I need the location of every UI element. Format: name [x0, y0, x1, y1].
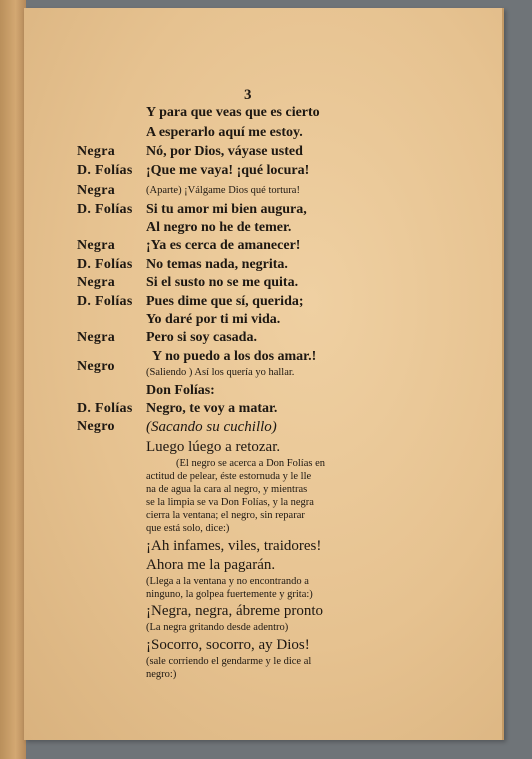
verse-line: Luego lúego a retozar. — [146, 439, 281, 455]
verse-line: Si tu amor mi bien augura, — [146, 202, 307, 217]
speaker-label: Negra — [77, 275, 116, 290]
speaker-label: Negro — [77, 419, 115, 434]
stage-direction: na de agua la cara al negro, y mientras — [146, 484, 308, 495]
stage-direction: (Saliendo ) Así los quería yo hallar. — [146, 367, 295, 378]
verse-line: Si el susto no se me quita. — [146, 275, 299, 290]
verse-line: ¡Socorro, socorro, ay Dios! — [146, 637, 310, 653]
verse-line: A esperarlo aquí me estoy. — [146, 125, 303, 140]
verse-line: ¡Ya es cerca de amanecer! — [146, 238, 301, 253]
verse-line: ¡Que me vaya! ¡qué locura! — [146, 163, 310, 178]
page-number: 3 — [244, 87, 252, 103]
verse-line: Yo daré por ti mi vida. — [146, 312, 281, 327]
speaker-label: Negro — [77, 359, 115, 374]
stage-direction: ninguno, la golpea fuertemente y grita:) — [146, 589, 313, 600]
verse-line: Y no puedo a los dos amar.! — [152, 349, 317, 364]
speaker-label: Negra — [77, 144, 116, 159]
verse-line: Don Folías: — [146, 383, 215, 398]
verse-line: No temas nada, negrita. — [146, 257, 288, 272]
stage-direction: (Llega a la ventana y no encontrando a — [146, 576, 309, 587]
speaker-label: Negra — [77, 330, 116, 345]
verse-line: Pues dime que sí, querida; — [146, 294, 304, 309]
stage-direction: (sale corriendo el gendarme y le dice al — [146, 656, 312, 667]
stage-direction: que está solo, dice:) — [146, 523, 230, 534]
speaker-label: D. Folías — [77, 202, 133, 217]
verse-line: Negro, te voy a matar. — [146, 401, 278, 416]
verse-line: Nó, por Dios, váyase usted — [146, 144, 303, 159]
stage-direction: se la limpia se va Don Folías, y la negra — [146, 497, 314, 508]
speaker-label: Negra — [77, 183, 116, 198]
stage-direction: actitud de pelear, éste estornuda y le lle — [146, 471, 312, 482]
stage-direction: negro:) — [146, 669, 177, 680]
previous-page-edge — [0, 0, 26, 759]
verse-line: Pero si soy casada. — [146, 330, 257, 345]
verse-line: ¡Negra, negra, ábreme pronto — [146, 603, 323, 619]
stage-direction: (Sacando su cuchillo) — [146, 419, 277, 435]
stage-direction: cierra la ventana; el negro, sin reparar — [146, 510, 305, 521]
stage-direction: (El negro se acerca a Don Folías en — [176, 458, 325, 469]
speaker-label: Negra — [77, 238, 116, 253]
stage-direction: (Aparte) ¡Válgame Dios qué tortura! — [146, 185, 300, 196]
speaker-label: D. Folías — [77, 257, 133, 272]
verse-line: Y para que veas que es cierto — [146, 105, 320, 120]
verse-line: Ahora me la pagarán. — [146, 557, 276, 573]
speaker-label: D. Folías — [77, 401, 133, 416]
book-page — [24, 8, 504, 740]
speaker-label: D. Folías — [77, 163, 133, 178]
stage-direction: (La negra gritando desde adentro) — [146, 622, 289, 633]
verse-line: Al negro no he de temer. — [146, 220, 292, 235]
verse-line: ¡Ah infames, viles, traidores! — [146, 538, 322, 554]
speaker-label: D. Folías — [77, 294, 133, 309]
